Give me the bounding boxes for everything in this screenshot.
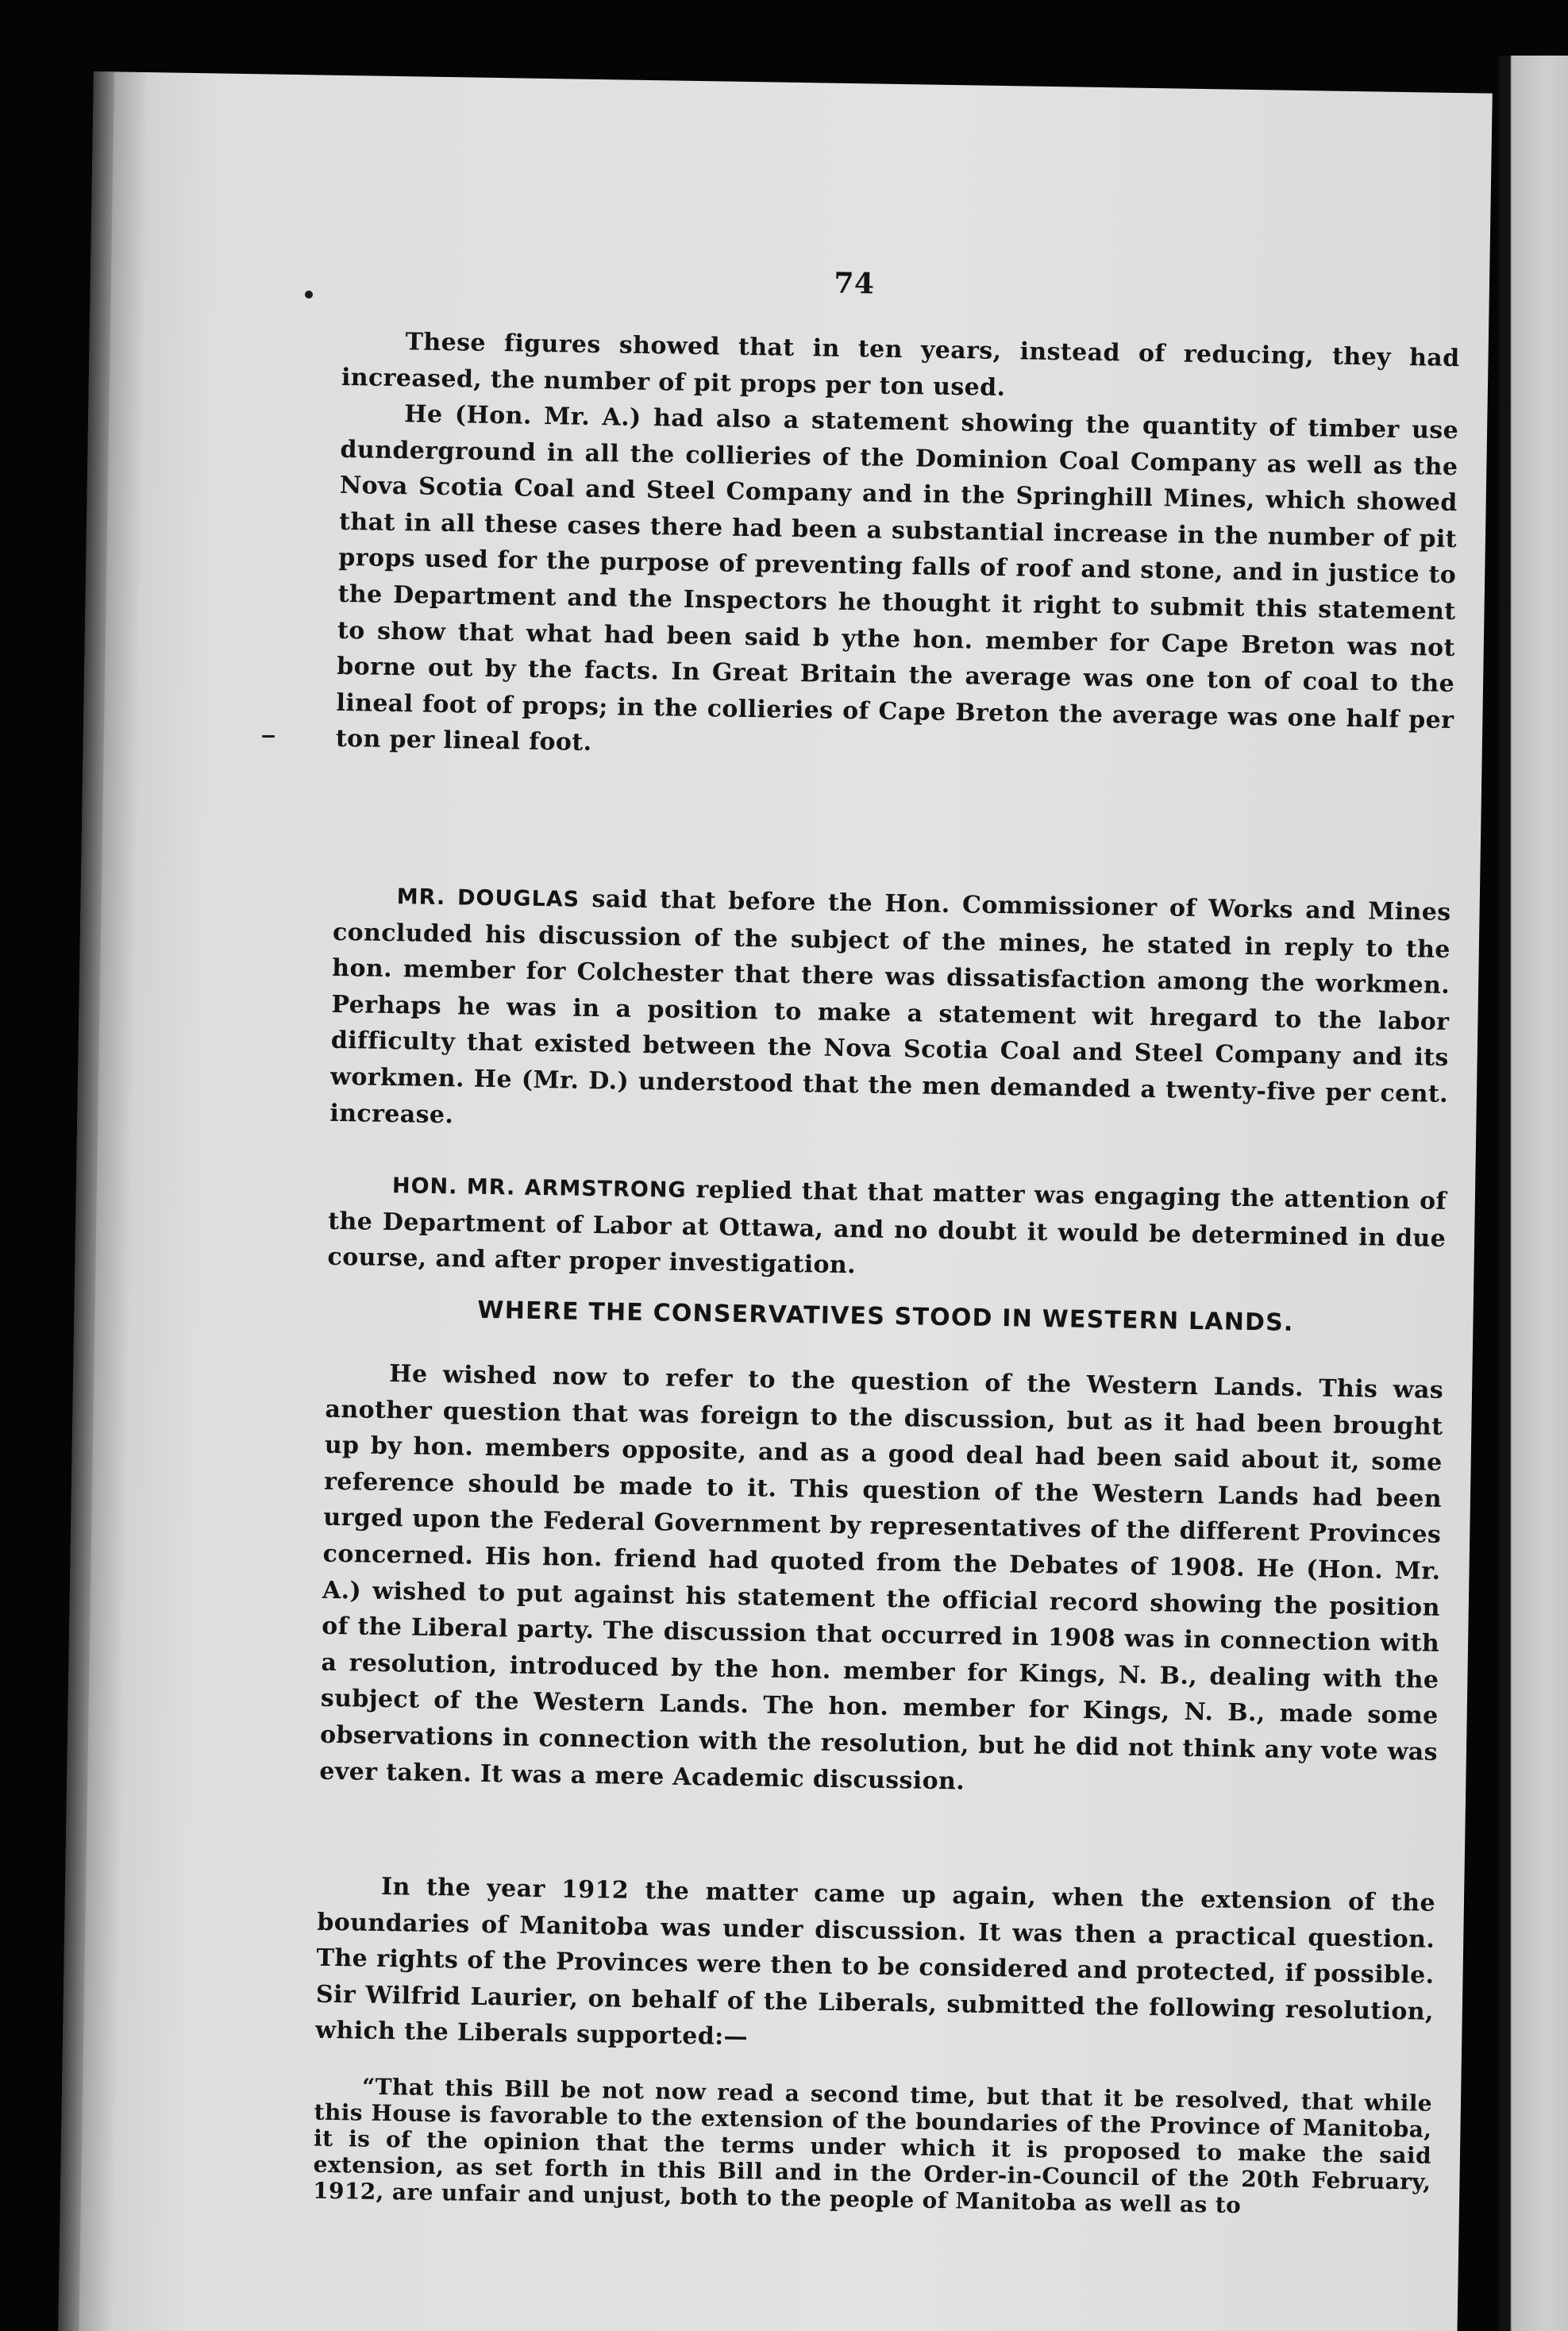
page-content [312,75,1464,2219]
page-number: 74 [834,266,875,301]
margin-mark [262,735,275,738]
speech-text: replied that that matter was engaging the attention of the Department of Labor at Ottawa, and no doubt it would be determined in due course, and after proper investigation. [327,1175,1447,1280]
section-heading: WHERE THE CONSERVATIVES STOOD IN WESTERN LANDS. [477,1296,1294,1337]
speech-text: said that before the Hon. Commissioner of Works and Mines concluded his discussion of the subject of the mines, he stated in reply to the hon. member for Colchester that there was dissatisfaction among the workmen. Perhaps he was in a position to make a statement wit hregard to the labor difficulty that existed between the Nova Scotia Coal and Steel Company and its workmen. He (Mr. D.) understood that the men demanded a twenty-five per cent. increase. [329,884,1451,1129]
facing-page-edge [1499,56,1568,2331]
speaker-name: MR. DOUGLAS [396,884,580,912]
paragraph-pit-props: These figures showed that in ten years, instead of reducing, they had increased, the number of pit props per ton used. [341,328,1460,402]
paragraph-1912: In the year 1912 the matter came up again, when the extension of the boundaries of Manitoba was under discussion. It was then a practical question. The rights of the Provinces were then to be considered and protected, if possible. Sir Wilfrid Laurier, on behalf of the Liberals, submitted the following resolution, which the Liberals supported:— [315,1872,1436,2052]
paragraph-timber-statement: He (Hon. Mr. A.) had also a statement showing the quantity of timber use dunderground in all the collieries of the Dominion Coal Company as well as the Nova Scotia Coal and Steel Company and in the Springhill Mines, which showed that in all these cases there had been a substantial increase in the number of pit props used for the purpose of preventing falls of roof and stone, and in justice to the Department and the Inspectors he thought it right to submit this statement to show that what had been said b ythe hon. member for Cape Breton was not borne out by the facts. In Great Britain the average was one ton of coal to the lineal foot of props; in the collieries of Cape Breton the average was one half per ton per lineal foot. [335,400,1459,757]
book-page [58,71,1492,2331]
quoted-resolution: “That this Bill be not now read a second time, but that it be resolved, that while this House is favorable to the extension of the boundaries of the Province of Manitoba, it is of the opinion that the terms under which it is proposed to make the said extension, as set forth in this Bill and in the Order-in-Council of the 20th February, 1912, are unfair and unjust, both to the people of Manitoba as well as to [312,2073,1433,2219]
ink-speck [305,291,313,299]
speaker-name: HON. MR. ARMSTRONG [391,1173,687,1203]
paragraph-douglas [329,877,1451,1149]
paragraph-western-lands: He wished now to refer to the question of the Western Lands. This was another question that was foreign to the discussion, but as it had been brought up by hon. members opposite, and as a good deal had been said about it, some reference should be made to it. This question of the Western Lands had been urged upon the Federal Government by representatives of the different Provinces concerned. His hon. friend had quoted from the Debates of 1908. He (Hon. Mr. A.) wished to put against his statement the official record showing the position of the Liberal party. The discussion that occurred in 1908 was in connection with a resolution, introduced by the hon. member for Kings, N. B., dealing with the subject of the Western Lands. The hon. member for Kings, N. B., made some observations in connection with the resolution, but he did not think any vote was ever taken. It was a mere Academic discussion. [319,1360,1444,1796]
paragraph-armstrong [327,1166,1447,1293]
